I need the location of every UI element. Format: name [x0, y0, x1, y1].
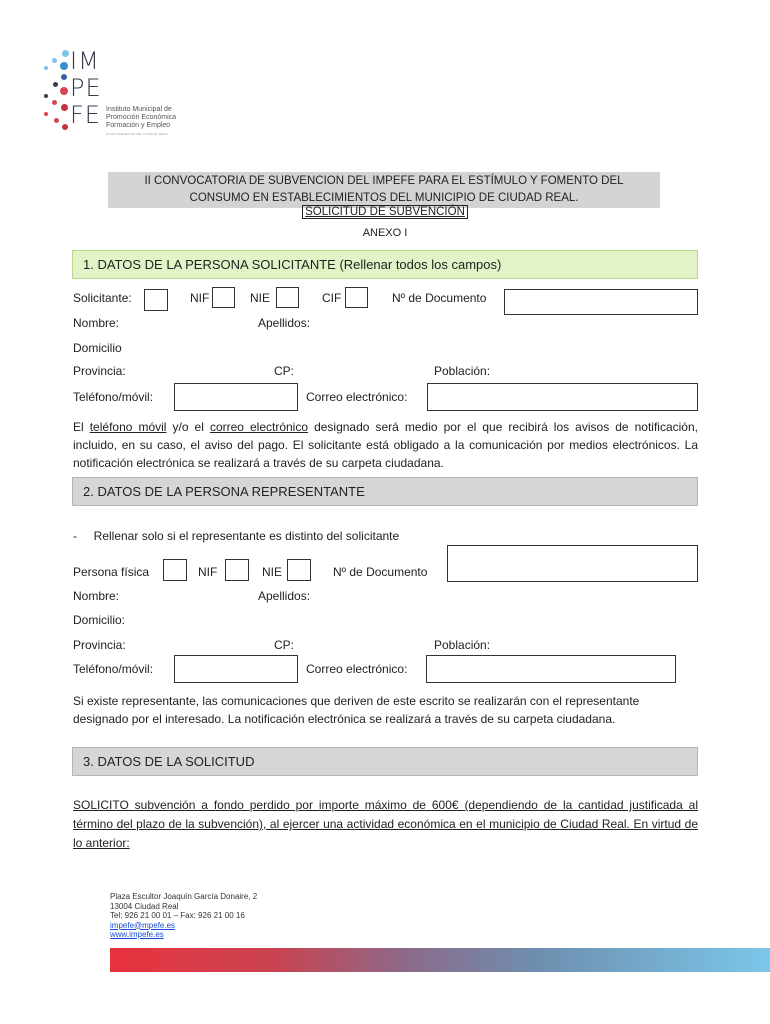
- solicitante-checkbox[interactable]: [144, 289, 168, 311]
- footer-city: 13004 Ciudad Real: [110, 901, 179, 911]
- provincia-label: Provincia:: [73, 364, 126, 378]
- logo-dot: [44, 66, 48, 70]
- solicitud-text: SOLICITO subvención a fondo perdido por importe máximo de 600€ (dependiendo de la cantidad justificada al término del plazo de la subvención), al ejercer una actividad económica en el municipio de Ciudad Real. En virtud de lo anterior:: [73, 798, 698, 850]
- rep-apellidos-label: Apellidos:: [258, 589, 311, 603]
- footer-street: Plaza Escultor Joaquín García Donaire, 2: [110, 892, 258, 901]
- rep-correo-input[interactable]: [426, 655, 676, 683]
- persona-fisica-checkbox[interactable]: [163, 559, 187, 581]
- subtitle-text: SOLICITUD DE SUBVENCIÓN: [302, 205, 468, 219]
- domicilio-label: Domicilio: [73, 341, 122, 355]
- rep-documento-input[interactable]: [447, 545, 698, 582]
- note-underlined-phone: teléfono móvil: [89, 420, 167, 434]
- cif-label: CIF: [322, 291, 342, 305]
- rep-nie-checkbox[interactable]: [287, 559, 311, 581]
- rep-domicilio-label: Domicilio:: [73, 613, 126, 627]
- logo-dot: [60, 62, 68, 70]
- logo-letters-pe: PE: [70, 74, 102, 102]
- logo-letters: [70, 48, 102, 129]
- logo-dot: [44, 112, 48, 116]
- cif-checkbox[interactable]: [345, 287, 368, 308]
- logo-letters-im: IM: [70, 47, 100, 75]
- logo-subtitle: [106, 106, 206, 130]
- rep-documento-label: Nº de Documento: [333, 565, 428, 579]
- footer-web-link[interactable]: www.impefe.es: [110, 930, 164, 939]
- logo-dot: [60, 87, 68, 95]
- rep-nie-label: NIE: [262, 565, 283, 579]
- footer-phone: Tel: 926 21 00 01 – Fax: 926 21 00 16: [110, 911, 245, 920]
- logo-dot: [62, 50, 69, 57]
- apellidos-label: Apellidos:: [258, 316, 311, 330]
- footer-email-link[interactable]: impefe@mpefe.es: [110, 920, 176, 930]
- title-line-2: CONSUMO EN ESTABLECIMIENTOS DEL MUNICIPIO DE CIUDAD REAL.: [189, 192, 579, 204]
- section-1-header: 1. DATOS DE LA PERSONA SOLICITANTE (Rellenar todos los campos): [72, 250, 698, 279]
- logo-dot: [52, 58, 57, 63]
- annex-label: ANEXO I: [362, 227, 408, 239]
- rep-nombre-label: Nombre:: [73, 589, 120, 603]
- persona-fisica-label: Persona física: [73, 565, 150, 579]
- rep-correo-label: Correo electrónico:: [306, 662, 408, 676]
- solicitante-label: Solicitante:: [73, 291, 132, 305]
- documento-label: Nº de Documento: [392, 291, 487, 305]
- logo-dot: [62, 124, 68, 130]
- logo-dot: [52, 100, 57, 105]
- cp-label: CP:: [274, 364, 295, 378]
- rep-poblacion-label: Población:: [434, 638, 491, 652]
- rep-telefono-input[interactable]: [174, 655, 298, 683]
- logo-tiny-text: AYUNTAMIENTO DE CIUDAD REAL: [106, 132, 169, 136]
- rep-provincia-label: Provincia:: [73, 638, 126, 652]
- footer-color-bar: [110, 948, 770, 972]
- section-2-note: Si existe representante, las comunicaciones que deriven de este escrito se realizarán con el representante designado por el interesado. La notificación electrónica se realizará a través de su carpeta ciudadana.: [73, 694, 640, 726]
- logo-dot: [54, 118, 59, 123]
- logo-dot: [44, 94, 48, 98]
- logo-dot: [61, 74, 67, 80]
- correo-label: Correo electrónico:: [306, 390, 408, 404]
- note-underlined-email: correo electrónico: [209, 420, 309, 434]
- footer-address: [110, 892, 257, 940]
- logo-subtitle-line: Promoción Económica: [106, 114, 177, 121]
- note-text: designado será medio por el que recibirá los avisos de notificación, incluido, en su caso, el aviso del pago. El solicitante está obligado a la comunicación por medios electrónicos. La notificación electrónica se realizará a través de su carpeta ciudadana.: [73, 420, 698, 470]
- rep-nif-label: NIF: [198, 565, 218, 579]
- section-3-header: 3. DATOS DE LA SOLICITUD: [72, 747, 698, 776]
- nif-label: NIF: [190, 291, 210, 305]
- nombre-label: Nombre:: [73, 316, 120, 330]
- logo-subtitle-line: Instituto Municipal de: [106, 106, 172, 113]
- note-text: y/o el: [166, 420, 210, 434]
- section-1-note: [73, 418, 698, 472]
- document-title: [108, 172, 660, 208]
- poblacion-label: Población:: [434, 364, 491, 378]
- rep-telefono-label: Teléfono/móvil:: [73, 662, 154, 676]
- document-subtitle: [0, 206, 770, 218]
- logo-letters-fe: FE: [70, 101, 101, 129]
- telefono-input[interactable]: [174, 383, 298, 411]
- title-line-1: II CONVOCATORIA DE SUBVENCION DEL IMPEFE PARA EL ESTÍMULO Y FOMENTO DEL: [144, 175, 624, 187]
- section-2-header: 2. DATOS DE LA PERSONA REPRESENTANTE: [72, 477, 698, 506]
- representante-instruction: - Rellenar solo si el representante es distinto del solicitante: [73, 529, 400, 543]
- impefe-logo: [34, 44, 204, 144]
- logo-dot: [53, 82, 58, 87]
- telefono-label: Teléfono/móvil:: [73, 390, 154, 404]
- correo-input[interactable]: [427, 383, 698, 411]
- rep-cp-label: CP:: [274, 638, 295, 652]
- documento-input[interactable]: [504, 289, 698, 315]
- nif-checkbox[interactable]: [212, 287, 235, 308]
- nie-checkbox[interactable]: [276, 287, 299, 308]
- logo-dot: [61, 104, 68, 111]
- note-text: El: [73, 420, 90, 434]
- logo-subtitle-line: Formación y Empleo: [106, 122, 171, 129]
- rep-nif-checkbox[interactable]: [225, 559, 249, 581]
- nie-label: NIE: [250, 291, 271, 305]
